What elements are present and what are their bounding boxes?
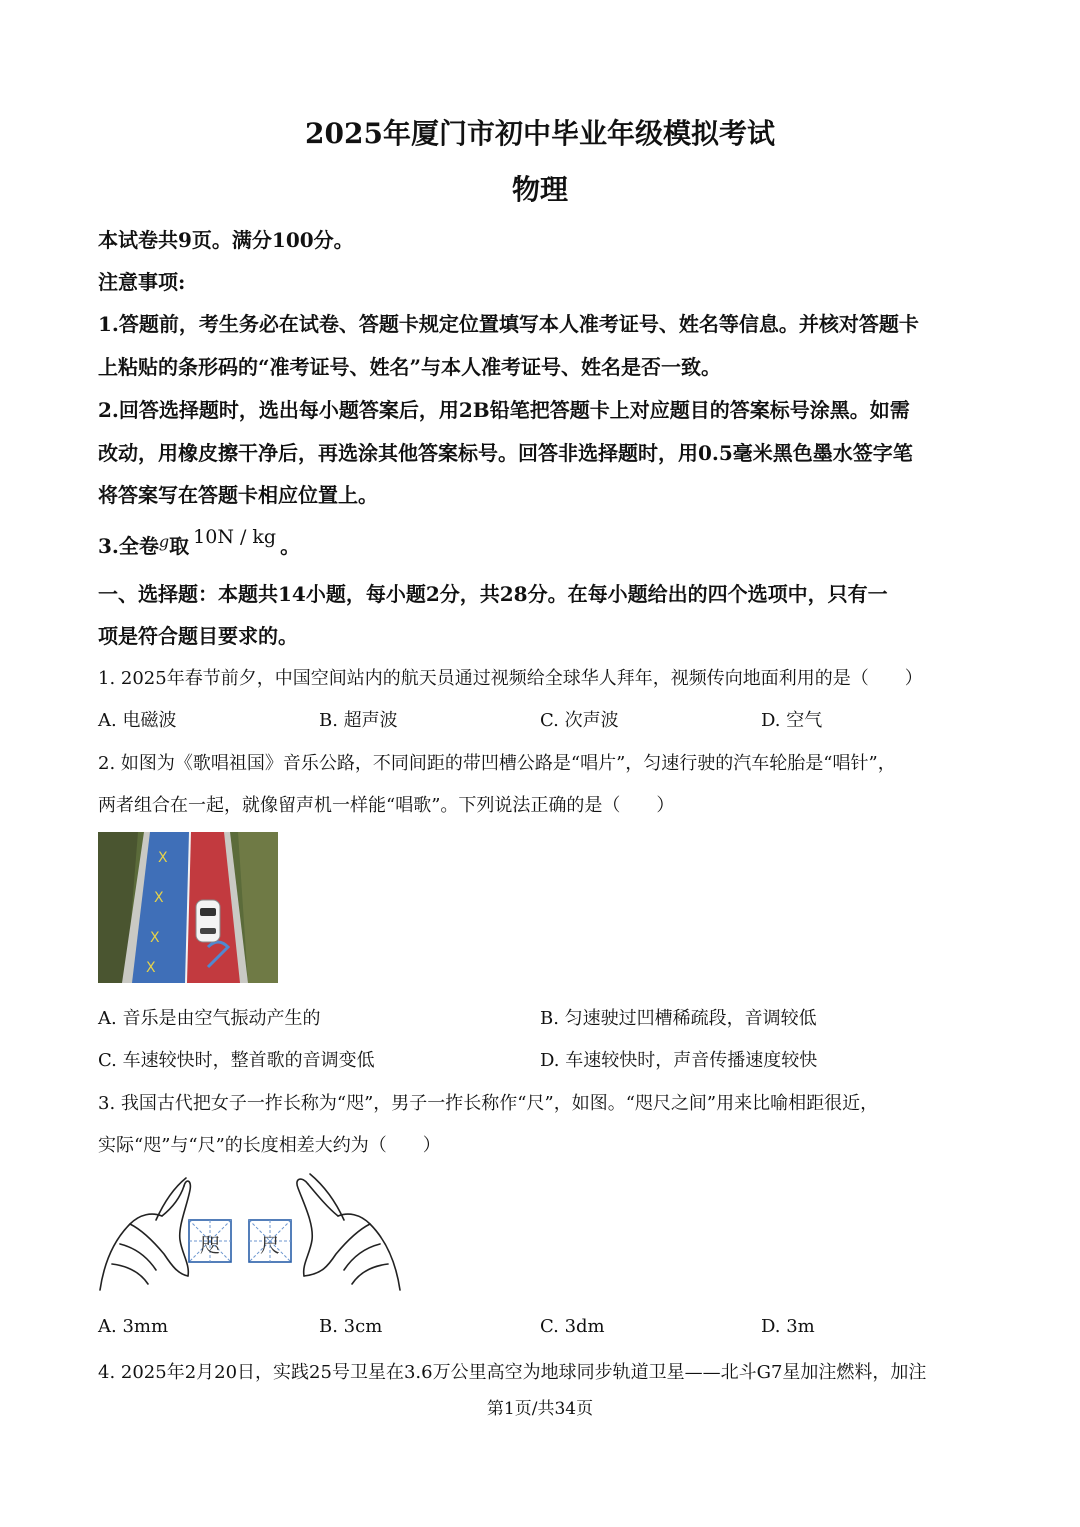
note-1-line-1: 1.答题前，考生务必在试卷、答题卡规定位置填写本人准考证号、姓名等信息。并核对答题卡 bbox=[98, 312, 919, 336]
q2-option-a: A. 音乐是由空气振动产生的 bbox=[98, 1008, 321, 1029]
note-1-line-2: 上粘贴的条形码的“准考证号、姓名”与本人准考证号、姓名是否一致。 bbox=[98, 355, 722, 379]
q1-option-b: B. 超声波 bbox=[319, 710, 398, 731]
page-footer: 第1页/共34页 bbox=[486, 1399, 594, 1419]
note-3-mid: 取 bbox=[169, 534, 190, 558]
q3-option-a: A. 3mm bbox=[98, 1316, 169, 1337]
svg-text:X: X bbox=[154, 890, 164, 906]
fig-char-chi: 尺 bbox=[260, 1233, 280, 1257]
section-1-line-1: 一、选择题：本题共14小题，每小题2分，共28分。在每小题给出的四个选项中，只有一 bbox=[98, 582, 888, 606]
note-2-line-3: 将答案写在答题卡相应位置上。 bbox=[98, 483, 378, 507]
q3-option-d: D. 3m bbox=[761, 1316, 815, 1337]
q1-option-d: D. 空气 bbox=[761, 710, 823, 731]
exam-title: 2025年厦门市初中毕业年级模拟考试 bbox=[305, 117, 775, 150]
question-2-line-1: 2. 如图为《歌唱祖国》音乐公路，不同间距的带凹槽公路是“唱片”，匀速行驶的汽车轮胎是“唱针”， bbox=[98, 753, 896, 774]
subject-title: 物理 bbox=[511, 173, 568, 206]
svg-text:X: X bbox=[146, 960, 156, 976]
q1-option-a: A. 电磁波 bbox=[98, 710, 177, 731]
svg-text:X: X bbox=[150, 930, 160, 946]
q2-option-b: B. 匀速驶过凹槽稀疏段，音调较低 bbox=[540, 1008, 817, 1029]
question-2-line-2: 两者组合在一起，就像留声机一样能“唱歌”。下列说法正确的是（ ） bbox=[98, 795, 675, 816]
note-3-value: 10N / kg bbox=[193, 526, 277, 548]
q2-option-d: D. 车速较快时，声音传播速度较快 bbox=[540, 1050, 818, 1071]
note-3-var: g bbox=[158, 532, 170, 551]
note-2-line-2: 改动，用橡皮擦干净后，再选涂其他答案标号。回答非选择题时，用0.5毫米黑色墨水签字笔 bbox=[98, 441, 913, 465]
note-2-line-1: 2.回答选择题时，选出每小题答案后，用2B铅笔把答题卡上对应题目的答案标号涂黑。如需 bbox=[98, 398, 910, 422]
q3-option-c: C. 3dm bbox=[540, 1316, 605, 1337]
q3-option-b: B. 3cm bbox=[319, 1316, 383, 1337]
music-road-photo bbox=[98, 832, 278, 983]
question-3-line-2: 实际“咫”与“尺”的长度相差大约为（ ） bbox=[98, 1135, 441, 1156]
exam-info: 本试卷共9页。满分100分。 bbox=[98, 228, 354, 252]
q2-option-c: C. 车速较快时，整首歌的音调变低 bbox=[98, 1050, 375, 1071]
fig-char-zhi: 咫 bbox=[200, 1233, 220, 1257]
question-4-line-1: 4. 2025年2月20日，实践25号卫星在3.6万公里高空为地球同步轨道卫星——北斗G7星加注燃料，加注 bbox=[98, 1362, 927, 1383]
section-1-line-2: 项是符合题目要求的。 bbox=[98, 624, 298, 648]
hand-span-figure bbox=[96, 1168, 406, 1300]
notice-title: 注意事项: bbox=[98, 270, 186, 294]
question-3-line-1: 3. 我国古代把女子一拃长称为“咫”，男子一拃长称作“尺”，如图。“咫尺之间”用来比喻相距很近， bbox=[98, 1093, 879, 1114]
note-3 bbox=[98, 526, 301, 559]
q1-option-c: C. 次声波 bbox=[540, 710, 619, 731]
svg-text:X: X bbox=[158, 850, 168, 866]
note-3-end: 。 bbox=[280, 534, 301, 558]
question-1-text: 1. 2025年春节前夕，中国空间站内的航天员通过视频给全球华人拜年，视频传向地面利用的是（ ） bbox=[98, 668, 923, 689]
note-3-prefix: 3.全卷 bbox=[98, 534, 159, 558]
